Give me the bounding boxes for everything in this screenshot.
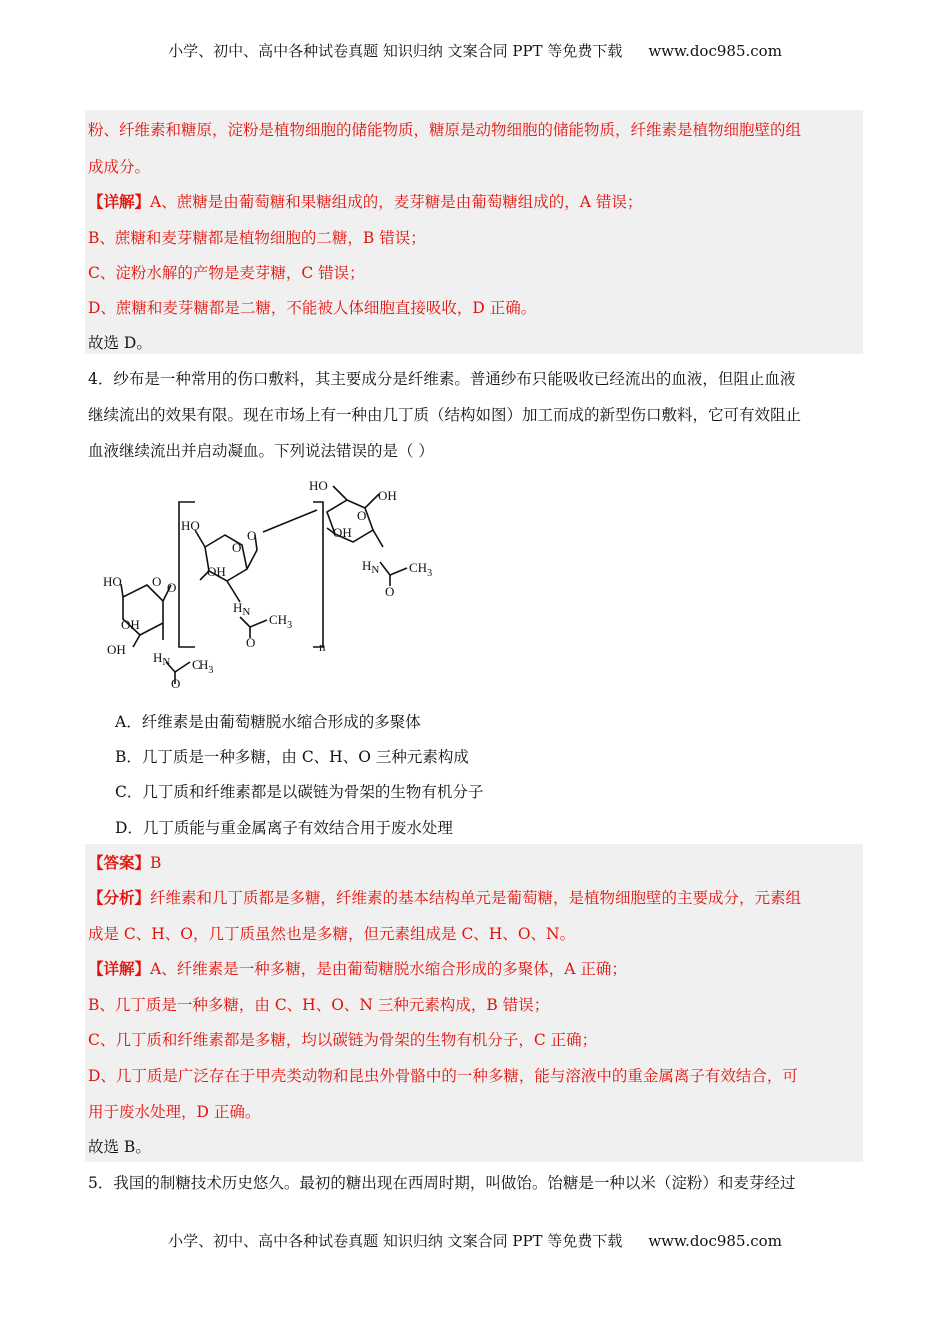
svg-text:HO: HO <box>103 574 122 589</box>
svg-text:n: n <box>319 639 326 654</box>
svg-text:O: O <box>357 508 367 523</box>
q4-detail-line: B、几丁质是一种多糖，由 C、H、O、N 三种元素构成，B 错误； <box>88 996 550 1014</box>
q4-detail-line: 用于废水处理，D 正确。 <box>88 1103 261 1121</box>
svg-text:HO: HO <box>309 478 328 493</box>
page-header <box>0 40 950 61</box>
header-text: 小学、初中、高中各种试卷真题 知识归纳 文案合同 PPT 等免费下载 <box>168 42 623 60</box>
prev-analysis-line: 成成分。 <box>88 158 151 176</box>
svg-text:H3: $H_3$ <box>199 657 214 676</box>
q4-analysis-line: 【分析】纤维素和几丁质都是多糖，纤维素的基本结构单元是葡萄糖，是植物细胞壁的主要成分，元素组 <box>88 888 802 907</box>
q4-option-b: B．几丁质是一种多糖，由 C、H、O 三种元素构成 <box>115 748 469 766</box>
footer-text: 小学、初中、高中各种试卷真题 知识归纳 文案合同 PPT 等免费下载 <box>168 1232 623 1250</box>
svg-text:HN: $H_N$ <box>233 600 251 618</box>
q4-stem-line: 血液继续流出并启动凝血。下列说法错误的是（ ） <box>88 442 434 460</box>
svg-text:OH: OH <box>333 525 352 540</box>
svg-text:CH3: $CH_3$ <box>409 560 433 579</box>
prev-detail-line: B、蔗糖和麦芽糖都是植物细胞的二糖，B 错误； <box>88 229 426 247</box>
q4-answer: 【答案】B <box>88 853 162 872</box>
q4-detail-line: D、几丁质是广泛存在于甲壳类动物和昆虫外骨骼中的一种多糖，能与溶液中的重金属离子有效结合，可 <box>88 1067 798 1085</box>
svg-text:O: O <box>385 584 395 599</box>
q4-stem-line: 4．纱布是一种常用的伤口敷料，其主要成分是纤维素。普通纱布只能吸收已经流出的血液，但阻止血液 <box>88 370 796 388</box>
chitin-structure-figure <box>95 472 445 697</box>
q4-detail-line: 【详解】A、纤维素是一种多糖，是由葡萄糖脱水缩合形成的多聚体，A 正确； <box>88 959 627 978</box>
prev-detail-line: D、蔗糖和麦芽糖都是二糖，不能被人体细胞直接吸收，D 正确。 <box>88 299 537 317</box>
svg-text:OH: OH <box>121 617 140 632</box>
q5-stem-line: 5．我国的制糖技术历史悠久。最初的糖出现在西周时期，叫做饴。饴糖是一种以米（淀粉）和麦芽经过 <box>88 1174 796 1192</box>
svg-text:O: O <box>247 528 257 543</box>
svg-text:O: O <box>152 574 162 589</box>
svg-text:OH: OH <box>378 488 397 503</box>
svg-text:HN: $H_N$ <box>153 650 171 668</box>
prev-detail-line: C、淀粉水解的产物是麦芽糖，C 错误； <box>88 264 365 282</box>
q4-analysis-line: 成是 C、H、O，几丁质虽然也是多糖，但元素组成是 C、H、O、N。 <box>88 925 576 943</box>
q4-option-c: C．几丁质和纤维素都是以碳链为骨架的生物有机分子 <box>115 783 484 801</box>
page-footer <box>0 1230 950 1251</box>
header-url[interactable]: www.doc985.com <box>648 42 782 60</box>
svg-text:HN: $H_N$ <box>362 558 380 576</box>
detail-tag: 【详解】 <box>88 192 151 211</box>
q4-option-a: A．纤维素是由葡萄糖脱水缩合形成的多聚体 <box>115 713 421 731</box>
svg-text:CH3: $CH_3$ <box>269 612 293 631</box>
svg-text:O: O <box>232 540 242 555</box>
svg-text:C: C <box>192 657 201 672</box>
svg-text:O: O <box>246 635 256 650</box>
footer-url[interactable]: www.doc985.com <box>648 1232 782 1250</box>
svg-text:O: O <box>171 676 181 691</box>
prev-detail-line: 【详解】A、蔗糖是由葡萄糖和果糖组成的，麦芽糖是由葡萄糖组成的，A 错误； <box>88 192 643 211</box>
prev-analysis-line: 粉、纤维素和糖原，淀粉是植物细胞的储能物质，糖原是动物细胞的储能物质，纤维素是植物细胞壁的组 <box>88 121 802 139</box>
svg-text:O: O <box>167 580 177 595</box>
prev-choice: 故选 D。 <box>88 334 152 352</box>
q4-option-d: D．几丁质能与重金属离子有效结合用于废水处理 <box>115 819 453 837</box>
svg-text:OH: OH <box>107 642 126 657</box>
svg-text:HO: HO <box>181 518 200 533</box>
q4-detail-line: C、几丁质和纤维素都是多糖，均以碳链为骨架的生物有机分子，C 正确； <box>88 1031 598 1049</box>
svg-text:OH: OH <box>207 564 226 579</box>
q4-stem-line: 继续流出的效果有限。现在市场上有一种由几丁质（结构如图）加工而成的新型伤口敷料，它可有效阻止 <box>88 406 802 424</box>
q4-choice: 故选 B。 <box>88 1138 151 1156</box>
